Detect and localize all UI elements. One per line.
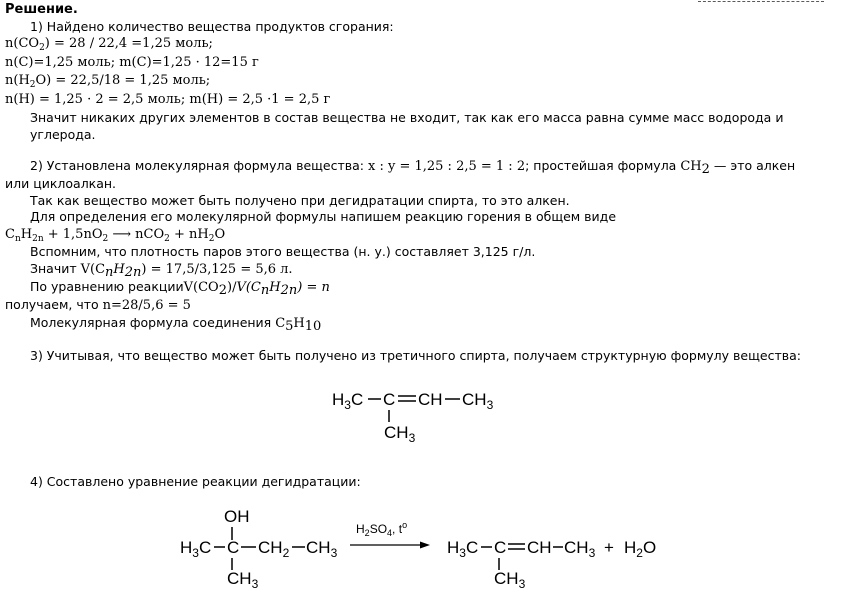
section2-line4: Для определения его молекулярной формулы напишем реакцию горения в общем виде (30, 209, 617, 224)
prod-ch: CH (527, 538, 552, 557)
section1-title: 1) Найдено количество вещества продуктов сгорания: (30, 19, 394, 34)
conclusion-line2: углерода. (30, 127, 96, 142)
section2-line10: Молекулярная формула соединения $C_5H_{10}$ (30, 315, 322, 334)
struct1-ch: CH (418, 390, 443, 409)
section2-line9: получаем, что n=28/5,6 = 5 (5, 297, 191, 313)
struct1-methyl: $CH_3$ (384, 423, 416, 445)
section4-title: 4) Составлено уравнение реакции дегидратации: (30, 474, 361, 489)
conclusion-line1: Значит никаких других элементов в состав вещества не входит, так как его масса равна сумме масс водорода и (30, 110, 784, 125)
struct1-h3c: $H_3C$ (332, 390, 364, 412)
prod-ch3: $CH_3$ (564, 538, 596, 560)
solution-heading: Решение. (5, 2, 78, 17)
formula-n-h2o: $n(H_2O) = 22,5/18 = 1,25$ моль; (5, 73, 211, 90)
rxn-h3c: $H_3C$ (180, 538, 212, 560)
section2-line7: Значит $V(C_nH_{2n}) = 17,5/3,125 = 5,6$ л. (30, 261, 293, 280)
prod-plus: + (604, 538, 614, 557)
rxn-central-c: C (227, 538, 240, 557)
prod-water: $H_2O$ (624, 538, 657, 560)
prod-central-c: C (494, 538, 507, 557)
prod-h3c: $H_3C$ (447, 538, 479, 560)
formula-hydrogen: n(H) = 1,25 · 2 = 2,5 моль; m(H) = 2,5 ·1 = 2,5 г (5, 92, 331, 107)
formula-carbon: n(C)=1,25 моль; m(C)=1,25 · 12=15 г (5, 55, 259, 70)
section3-title: 3) Учитывая, что вещество может быть получено из третичного спирта, получаем структурную формулу вещества: (30, 348, 801, 363)
rxn-ch2: $CH_2$ (258, 538, 290, 560)
section2-line1: 2) Установлена молекулярная формула вещества: x : y = 1,25 : 2,5 = 1 : 2; простейшая формула $CH_2$ — это алкен (30, 158, 796, 177)
prod-methyl: $CH_3$ (494, 569, 526, 591)
combustion-equation: $C_nH_{2n} + 1,5nO_2$ ⟶ $nCO_2 + nH_2O$ (5, 227, 226, 244)
section2-line3: Так как вещество может быть получено при дегидратации спирта, то это алкен. (30, 193, 570, 208)
section2-line8: По уравнению $реакцииV(CO_2)/V(C_nH_{2n}) = n$ (30, 279, 330, 298)
section2-line2: или циклоалкан. (5, 176, 117, 191)
rxn-oh: OH (224, 507, 250, 526)
structure-2-methylbutene (332, 390, 494, 445)
struct1-ch3: $CH_3$ (462, 390, 494, 412)
struct1-central-c: C (383, 390, 396, 409)
rxn-methyl: $CH_3$ (227, 569, 259, 591)
rxn-catalyst: $H_2SO_4$, $t^o$ (356, 520, 408, 538)
dehydration-reaction (180, 507, 656, 591)
section2-line6: Вспомним, что плотность паров этого вещества (н. у.) составляет 3,125 г/л. (30, 244, 536, 259)
rxn-ch3: $CH_3$ (306, 538, 338, 560)
formula-n-co2: $n(CO_2) = 28 / 22,4 =1,25$ моль; (5, 36, 213, 53)
